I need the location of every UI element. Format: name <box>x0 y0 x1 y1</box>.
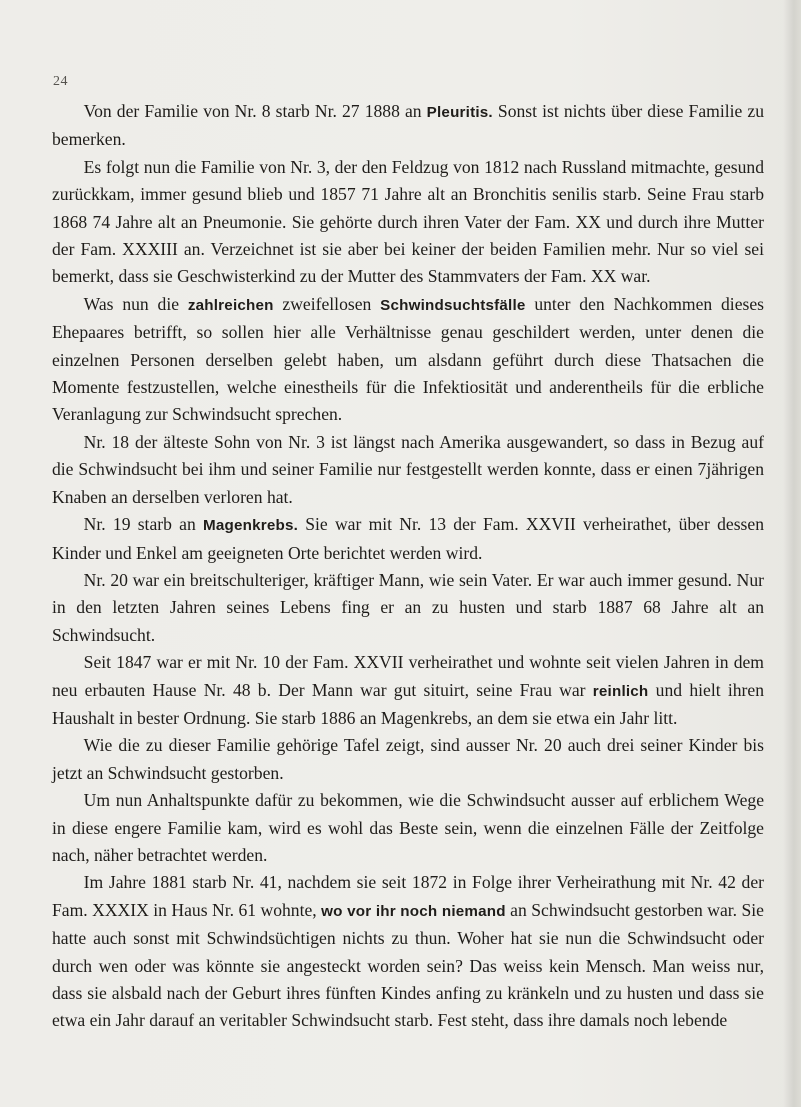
paragraph <box>52 649 764 732</box>
text-run: und hielt ihren Haushalt in bester Ordnung. Sie starb 1886 an Magenkrebs, an dem sie etwa ein Jahr litt. <box>52 679 764 728</box>
text-run: Es folgt nun die Familie von Nr. 3, der den Feldzug von 1812 nach Russland mitmachte, gesund zurückkam, immer gesund blieb und 1857 71 Jahre alt an Bronchitis senilis starb. Seine Frau starb 1868 74 Jahre alt an Pneumonie. Sie gehörte durch ihren Vater der Fam. XX und durch ihre Mutter der Fam. XXXIII an. Verzeichnet ist sie aber bei keiner der beiden Familien mehr. Nur so viel sei bemerkt, dass sie Geschwisterkind zu der Mutter des Stammvaters der Fam. XX war. <box>52 156 764 287</box>
paragraph <box>52 869 764 1034</box>
text-run: Nr. 18 der älteste Sohn von Nr. 3 ist längst nach Amerika ausgewandert, so dass in Bezug auf die Schwindsucht bei ihm und seiner Familie nur festgestellt werden konnte, dass er einen 7jährigen Knaben an derselben verloren hat. <box>52 431 764 507</box>
text-run: Nr. 20 war ein breitschulteriger, kräftiger Mann, wie sein Vater. Er war auch immer gesund. Nur in den letzten Jahren seines Lebens fing er an zu husten und starb 1887 68 Jahre alt an Schwindsucht. <box>52 569 764 645</box>
paragraph <box>52 511 764 567</box>
page-edge-shadow <box>783 0 801 1107</box>
paragraph <box>52 429 764 511</box>
text-run: Seit 1847 war er mit Nr. 10 der Fam. XXVII verheirathet und wohnte seit vielen Jahren in dem neu erbauten Hause Nr. 48 b. Der Mann war gut situirt, seine Frau war <box>52 652 764 700</box>
page-number: 24 <box>53 74 68 89</box>
paragraph <box>52 567 764 649</box>
emphasized-text: wo vor ihr noch niemand <box>321 902 506 920</box>
paragraph <box>52 787 764 869</box>
text-run: zweifellosen <box>273 293 381 314</box>
paragraph <box>52 732 764 787</box>
text-run: Von der Familie von Nr. 8 starb Nr. 27 1888 an <box>83 101 427 121</box>
emphasized-text: reinlich <box>592 682 649 700</box>
paragraph <box>52 154 764 291</box>
paragraph <box>52 98 764 154</box>
body-text <box>52 98 764 1035</box>
emphasized-text: Magenkrebs. <box>202 517 299 535</box>
text-run: Sie war mit Nr. 13 der Fam. XXVII verheirathet, über dessen Kinder und Enkel am geeigneten Orte berichtet werden wird. <box>52 514 764 563</box>
text-run: Wie die zu dieser Familie gehörige Tafel zeigt, sind ausser Nr. 20 auch drei seiner Kinder bis jetzt an Schwindsucht gestorben. <box>52 735 764 783</box>
text-run: Nr. 19 starb an <box>83 514 203 535</box>
text-run: unter den Nachkommen dieses Ehepaares betrifft, so sollen hier alle Verhältnisse genau geschildert werden, unter denen die einzelnen Personen derselben gelebt haben, um alsdann geführt durch diese Thatsachen die Momente festzustellen, welche einestheils für die Infektiosität und anderentheils für die erbliche Veranlagung zur Schwindsucht sprechen. <box>52 293 765 425</box>
text-run: Sonst ist nichts über diese Familie zu bemerken. <box>52 101 764 150</box>
paragraph <box>52 291 764 429</box>
emphasized-text: Schwindsuchtsfälle <box>380 296 526 314</box>
emphasized-text: zahlreichen <box>187 296 274 314</box>
text-run: Im Jahre 1881 starb Nr. 41, nachdem sie seit 1872 in Folge ihrer Verheirathung mit Nr. 42 der Fam. XXXIX in Haus Nr. 61 wohnte, <box>52 872 764 920</box>
emphasized-text: Pleuritis. <box>426 104 493 121</box>
text-run: an Schwindsucht gestorben war. Sie hatte auch sonst mit Schwindsüchtigen nichts zu thun. Woher hat sie nun die Schwindsucht oder durch wen oder was könnte sie angesteckt worden sein? Das weiss kein Mensch. Man weiss nur, dass sie alsbald nach der Geburt ihres fünften Kindes anfing zu kränkeln und zu husten und dass sie etwa ein Jahr darauf an veritabler Schwindsucht starb. Fest steht, dass ihre damals noch lebende <box>52 899 764 1031</box>
text-run: Was nun die <box>83 293 188 314</box>
text-run: Um nun Anhaltspunkte dafür zu bekommen, wie die Schwindsucht ausser auf erblichem Wege in diese engere Familie kam, wird es wohl das Beste sein, wenn die einzelnen Fälle der Zeitfolge nach, näher betrachtet werden. <box>52 790 764 865</box>
